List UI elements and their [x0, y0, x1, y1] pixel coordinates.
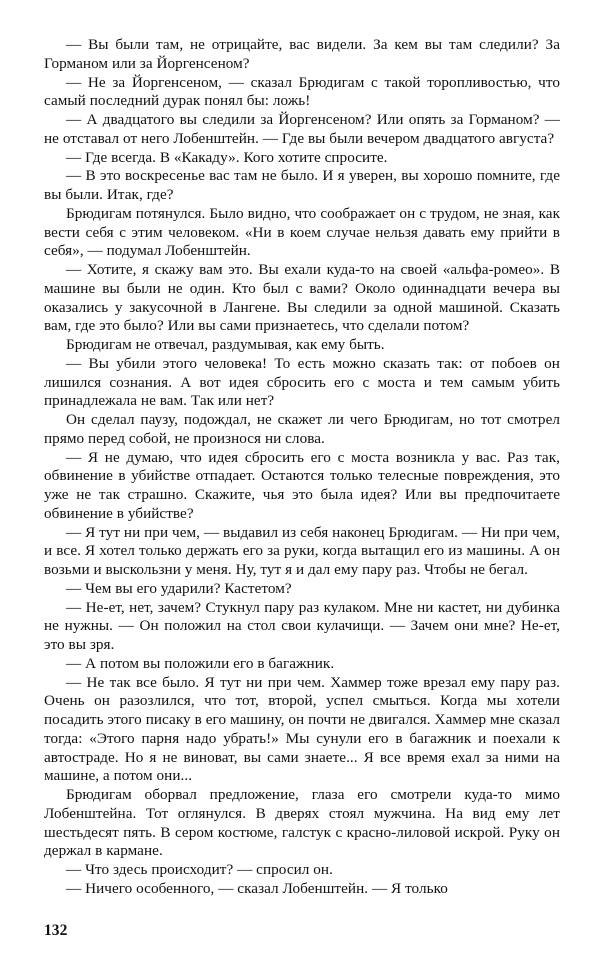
paragraph-1: — Вы были там, не отрицайте, вас видели. За кем вы там следили? За Горманом или за Йоргенсеном?	[44, 36, 560, 72]
paragraph-14: — Не-ет, нет, зачем? Стукнул пару раз кулаком. Мне ни кастет, ни дубинка не нужны. — Он положил на стол свои кулачищи. — Зачем они мне? Не-ет, это вы зря.	[44, 598, 560, 653]
paragraph-18: — Что здесь происходит? — спросил он.	[66, 861, 333, 878]
paragraph-6: Брюдигам потянулся. Было видно, что соображает он с трудом, не зная, как вести себя с этим человеком. «Ни в коем случае нельзя давать ему прийти в себя», — подумал Лобенштейн.	[44, 204, 560, 260]
paragraph-4: — Где всегда. В «Какаду». Кого хотите спросите.	[66, 148, 388, 166]
paragraph-9: — Вы убили этого человека! То есть можно сказать так: от побоев он лишился сознания. А вот идея сбросить его с моста и тем самым убить принадлежала не вам. Так или нет?	[44, 354, 560, 410]
body-text	[44, 36, 560, 899]
paragraph-16: — Не так все было. Я тут ни при чем. Хаммер тоже врезал ему пару раз. Очень он разозлился, что тот, второй, успел смыться. Когда мы хотели посадить этого писаку в его машину, он почти не двигался. Хаммер мне сказал тогда: «Этого парня надо убрать!» Мы сунули его в багажник и поехали к автостраде. Но я не виноват, вы сами знаете... Я все время ехал за ними на машине, а потом они...	[44, 673, 560, 785]
paragraph-7: — Хотите, я скажу вам это. Вы ехали куда-то на своей «альфа-ромео». В машине вы были не один. Кто был с вами? Около одиннадцати вечера вы оказались у закусочной в Лангене. Вы следили за одной машиной. Сказать вам, где это было? Или вы сами признаетесь, что сделали потом?	[44, 261, 560, 335]
paragraph-19: — Ничего особенного, — сказал Лобенштейн. — Я только	[66, 879, 448, 897]
paragraph-3: — А двадцатого вы следили за Йоргенсеном? Или опять за Горманом? — не отставал от него Лобенштейн. — Где вы были вечером двадцатого августа?	[44, 111, 560, 147]
book-page	[44, 36, 560, 956]
paragraph-10: Он сделал паузу, подождал, не скажет ли чего Брюдигам, но тот смотрел прямо перед собой, не произнося ни слова.	[44, 411, 560, 447]
paragraph-2: — Не за Йоргенсеном, — сказал Брюдигам с такой торопливостью, что самый последний дурак понял бы: ложь!	[44, 73, 560, 110]
paragraph-11: — Я не думаю, что идея сбросить его с моста возникла у вас. Раз так, обвинение в убийстве отпадает. Остаются только телесные повреждения, это уже не так страшно. Скажите, чья это была идея? Или вы предпочитаете обвинение в убийстве?	[44, 448, 560, 522]
paragraph-12: — Я тут ни при чем, — выдавил из себя наконец Брюдигам. — Ни при чем, и все. Я хотел только держать его за руки, когда вытащил его из машины. А он возьми и выскользни у меня. Ну, тут я и дал ему пару раз. Чтобы не бегал.	[44, 523, 560, 578]
paragraph-8: Брюдигам не отвечал, раздумывая, как ему быть.	[66, 336, 385, 353]
paragraph-15: — А потом вы положили его в багажник.	[66, 654, 335, 672]
paragraph-13: — Чем вы его ударили? Кастетом?	[66, 579, 292, 597]
page-number: 132	[44, 922, 68, 939]
paragraph-5: — В это воскресенье вас там не было. И я уверен, вы хорошо помните, где вы были. Итак, где?	[44, 167, 560, 203]
paragraph-17: Брюдигам оборвал предложение, глаза его смотрели куда-то мимо Лобенштейна. Тот оглянулся. В дверях стоял мужчина. На вид ему лет шестьдесят пять. В сером костюме, галстук с красно-лиловой искрой. Руку он держал в кармане.	[44, 786, 560, 860]
